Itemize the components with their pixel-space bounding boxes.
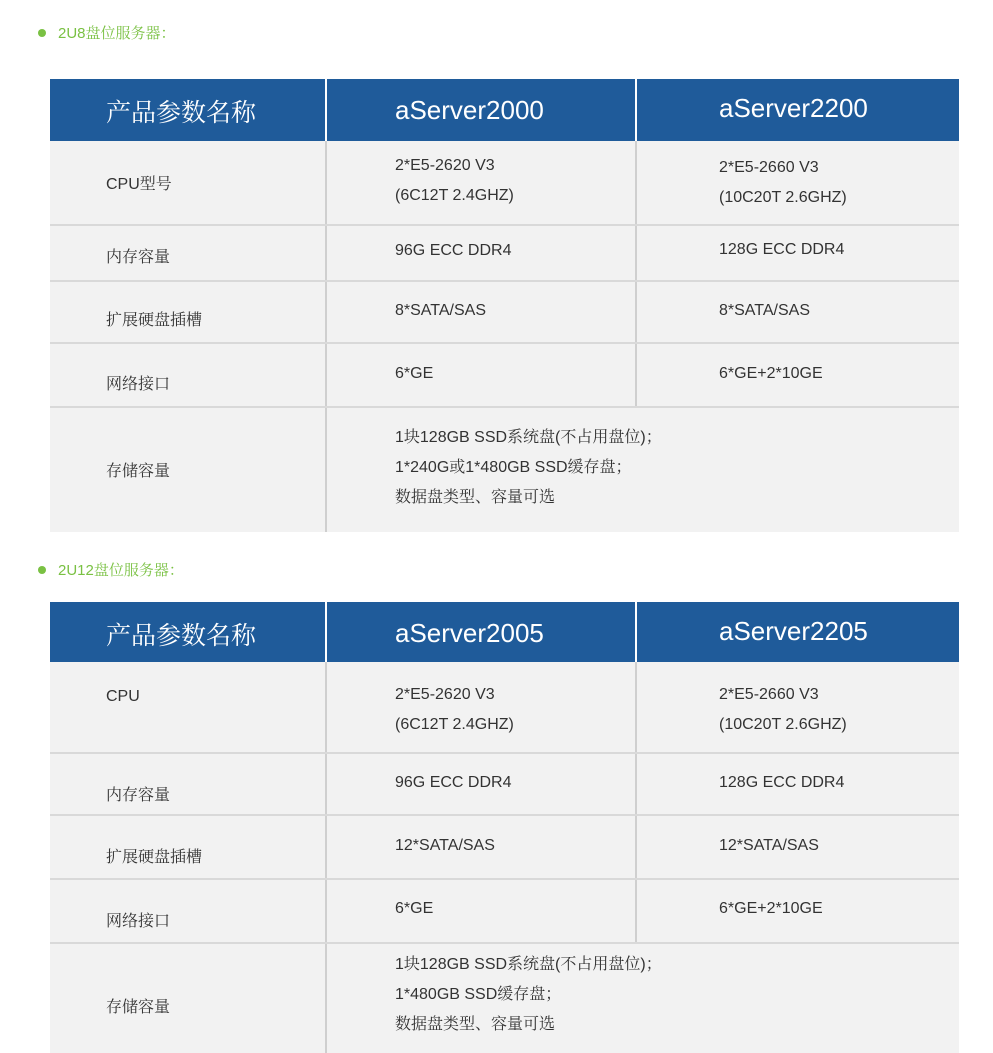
row-label: 扩展硬盘插槽: [106, 849, 203, 866]
disk-slots-b: 8*SATA/SAS: [719, 302, 810, 319]
network-spec-b: 6*GE+2*10GE: [719, 365, 823, 382]
row-label: 网络接口: [106, 913, 171, 930]
row-label: CPU: [106, 688, 140, 705]
table-row-cpu: [50, 141, 959, 226]
cpu-spec-a: 2*E5-2620 V3 (6C12T 2.4GHZ): [395, 157, 514, 204]
table-row-network: [50, 344, 959, 408]
spec-table-2u12: [50, 602, 959, 1053]
header-model-b: aServer2205: [719, 616, 868, 646]
memory-spec-b: 128G ECC DDR4: [719, 241, 845, 258]
cpu-spec-b: 2*E5-2660 V3 (10C20T 2.6GHZ): [719, 686, 847, 733]
table-header-row: [50, 602, 959, 662]
table-row-storage: [50, 408, 959, 532]
table-row-storage: [50, 944, 959, 1053]
row-label: 扩展硬盘插槽: [106, 312, 203, 329]
storage-spec: 1块128GB SSD系统盘(不占用盘位)； 1*480GB SSD缓存盘； 数据盘类型、容量可选: [395, 956, 662, 1033]
row-label: 存储容量: [106, 999, 171, 1016]
header-param-name: 产品参数名称: [106, 99, 257, 127]
table-row-disk-slots: [50, 282, 959, 344]
memory-spec-b: 128G ECC DDR4: [719, 774, 845, 791]
memory-spec-a: 96G ECC DDR4: [395, 242, 512, 259]
table-row-memory: [50, 754, 959, 816]
disk-slots-a: 12*SATA/SAS: [395, 837, 495, 854]
storage-spec: 1块128GB SSD系统盘(不占用盘位)； 1*240G或1*480GB SSD缓存盘； 数据盘类型、容量可选: [395, 429, 662, 506]
section-title-2u12: [38, 559, 184, 580]
header-model-a: aServer2000: [395, 95, 544, 125]
section-title-text: 2U8盘位服务器：: [58, 25, 176, 42]
header-param-name: 产品参数名称: [106, 622, 257, 650]
bullet-dot-icon: [38, 29, 46, 37]
row-label: 内存容量: [106, 787, 171, 804]
table-row-network: [50, 880, 959, 944]
disk-slots-b: 12*SATA/SAS: [719, 837, 819, 854]
table-header-row: [50, 79, 959, 141]
row-label: 内存容量: [106, 249, 171, 266]
table-row-cpu: [50, 662, 959, 754]
cpu-spec-b: 2*E5-2660 V3 (10C20T 2.6GHZ): [719, 159, 847, 206]
table-row-disk-slots: [50, 816, 959, 880]
row-label: CPU型号: [106, 176, 172, 193]
spec-table-2u8: [50, 79, 959, 532]
row-label: 存储容量: [106, 463, 171, 480]
row-label: 网络接口: [106, 376, 171, 393]
table-row-memory: [50, 226, 959, 282]
network-spec-a: 6*GE: [395, 365, 434, 382]
network-spec-a: 6*GE: [395, 900, 434, 917]
section-title-text: 2U12盘位服务器：: [58, 562, 184, 579]
header-model-b: aServer2200: [719, 93, 868, 123]
disk-slots-a: 8*SATA/SAS: [395, 302, 486, 319]
bullet-dot-icon: [38, 566, 46, 574]
cpu-spec-a: 2*E5-2620 V3 (6C12T 2.4GHZ): [395, 686, 514, 733]
network-spec-b: 6*GE+2*10GE: [719, 900, 823, 917]
header-model-a: aServer2005: [395, 618, 544, 648]
section-title-2u8: [38, 22, 176, 43]
memory-spec-a: 96G ECC DDR4: [395, 774, 512, 791]
